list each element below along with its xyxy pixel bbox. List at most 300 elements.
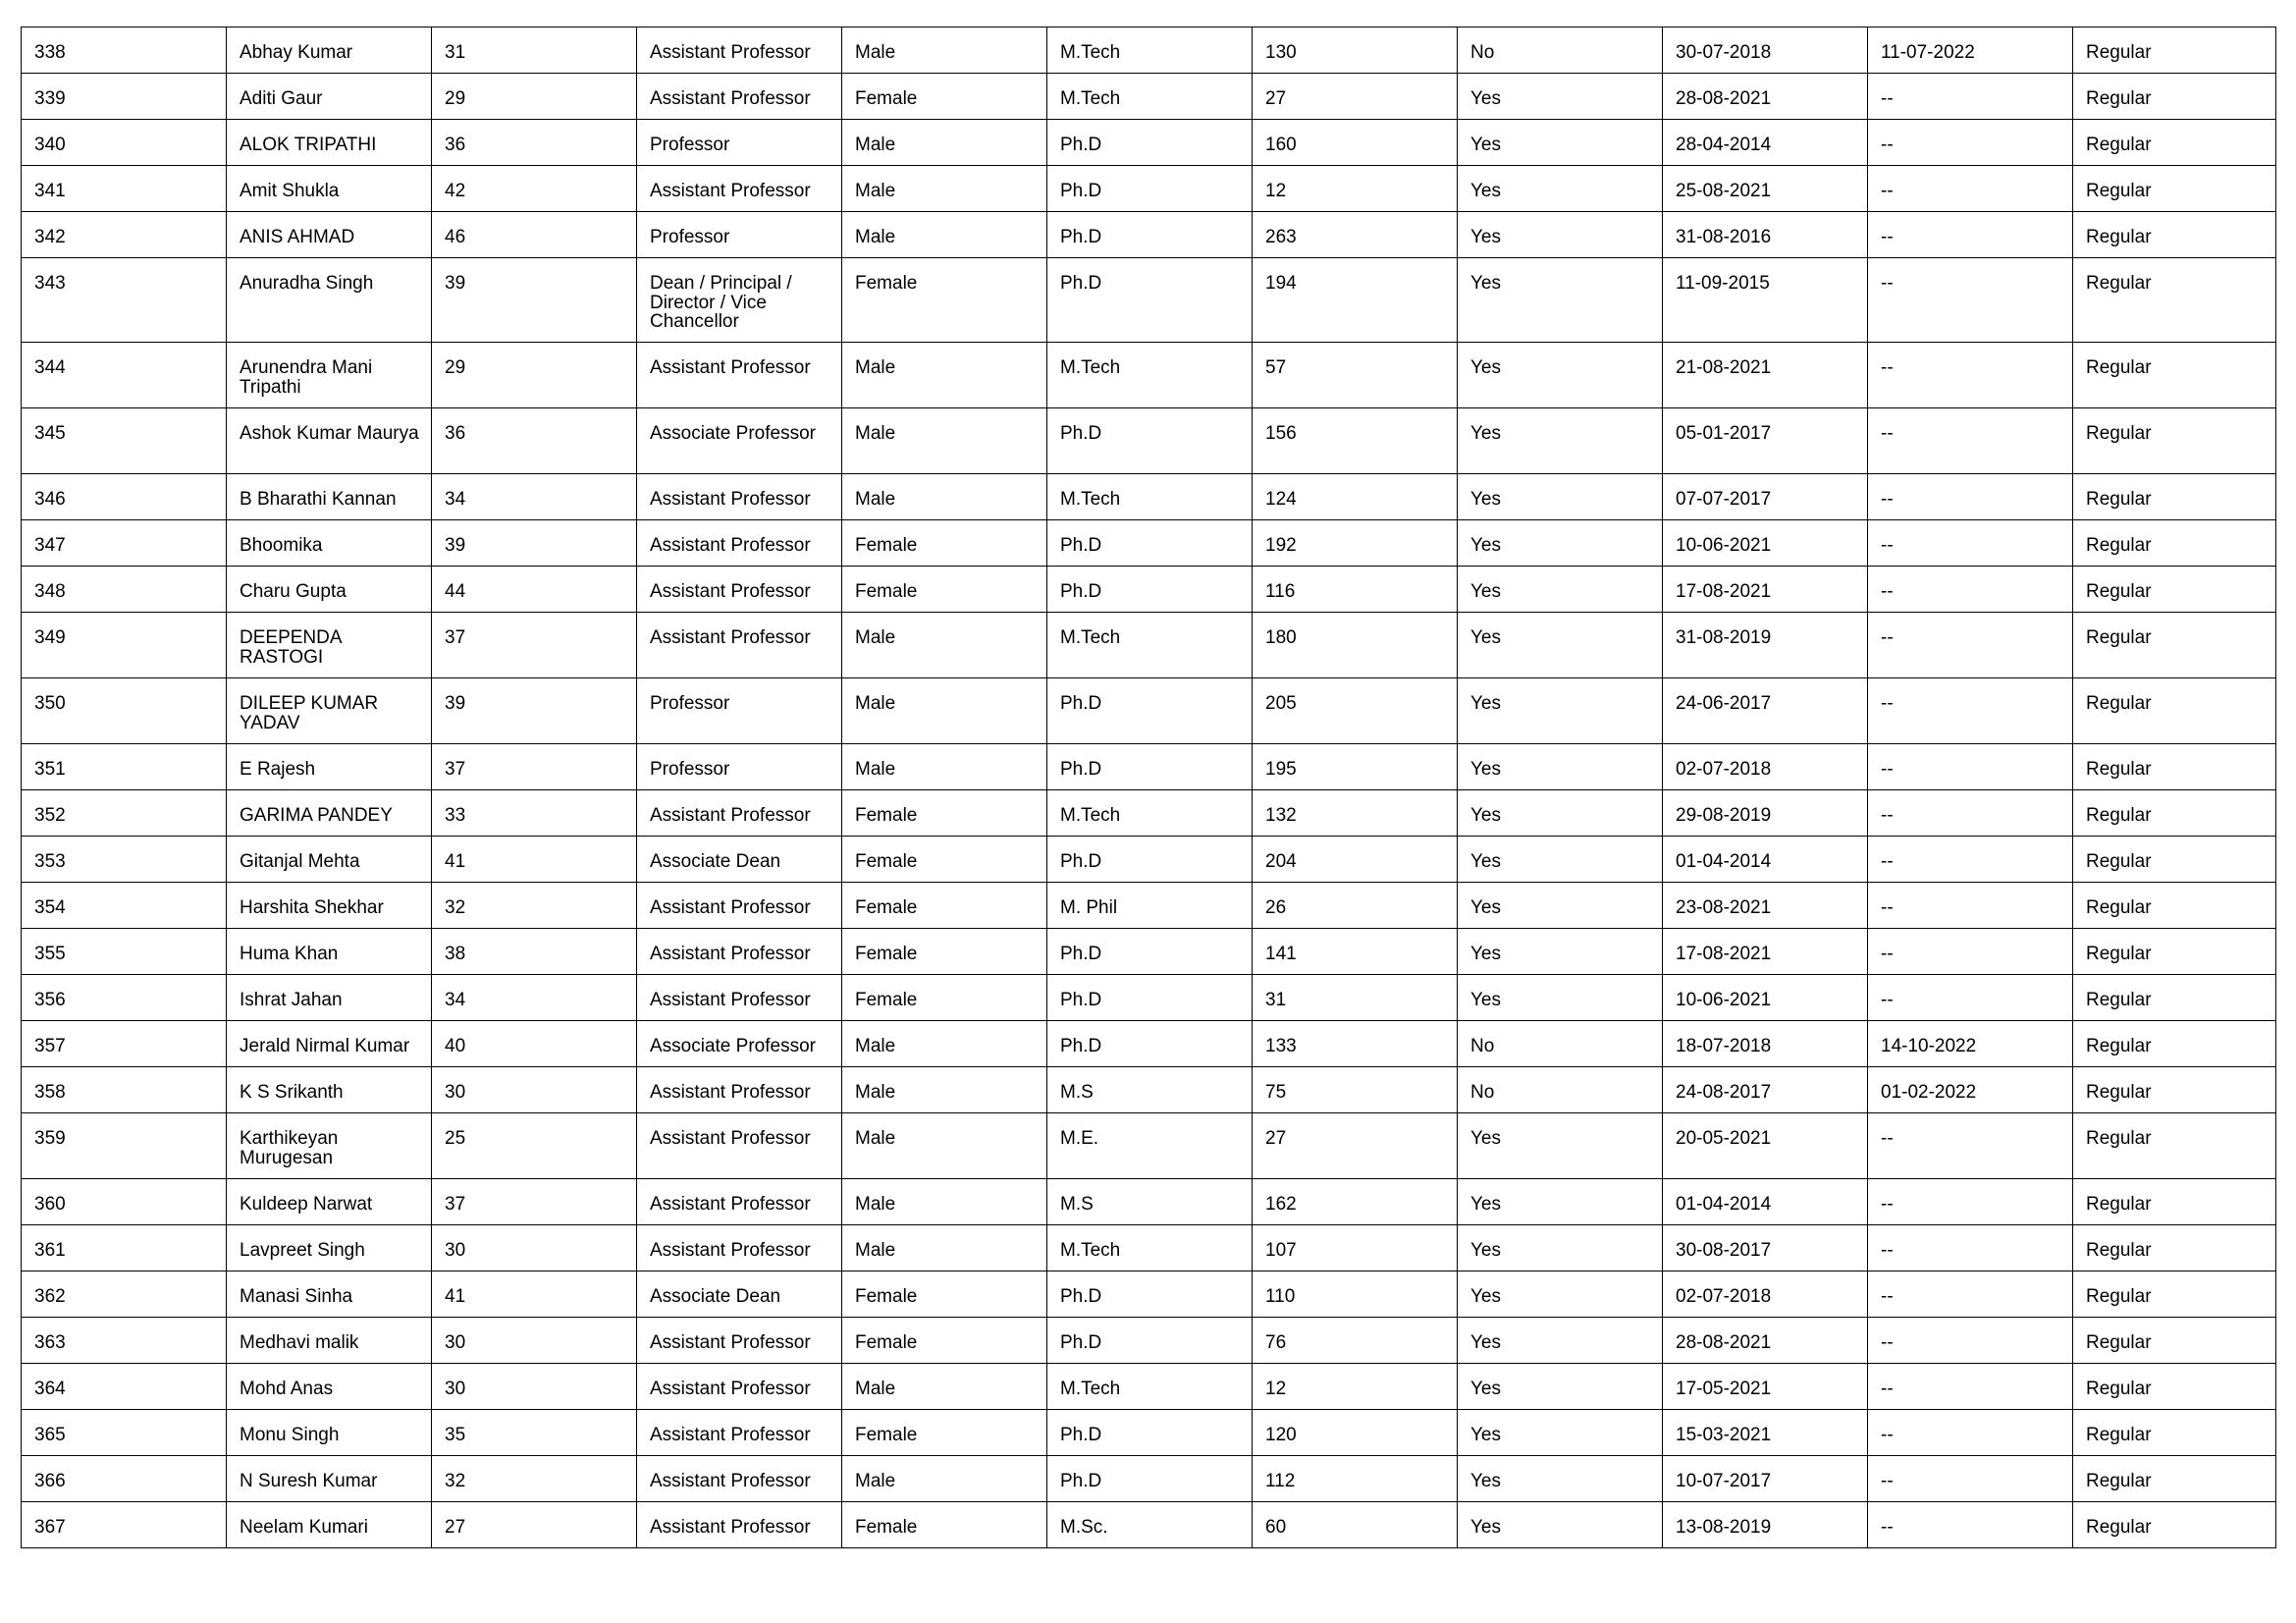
- qualification-cell: Ph.D: [1047, 678, 1253, 744]
- gender-cell: Male: [842, 1225, 1047, 1271]
- designation-cell: Assistant Professor: [637, 343, 842, 408]
- age-cell: 32: [432, 1456, 637, 1502]
- table-row: [22, 837, 2276, 883]
- currently-working-cell: Yes: [1458, 258, 1663, 343]
- table-row: [22, 790, 2276, 837]
- qualification-cell: Ph.D: [1047, 212, 1253, 258]
- gender-cell: Male: [842, 678, 1047, 744]
- age-cell: 35: [432, 1410, 637, 1456]
- joining-date-cell: 10-06-2021: [1663, 520, 1868, 567]
- appointment-type-cell: Regular: [2073, 212, 2276, 258]
- table-row: [22, 883, 2276, 929]
- appointment-type-cell: Regular: [2073, 1410, 2276, 1456]
- name-cell: DILEEP KUMAR YADAV: [227, 678, 432, 744]
- name-cell: Huma Khan: [227, 929, 432, 975]
- designation-cell: Assistant Professor: [637, 567, 842, 613]
- age-cell: 29: [432, 74, 637, 120]
- name-cell: Monu Singh: [227, 1410, 432, 1456]
- name-cell: Bhoomika: [227, 520, 432, 567]
- designation-cell: Assistant Professor: [637, 613, 842, 678]
- currently-working-cell: No: [1458, 1067, 1663, 1113]
- row-number-cell: 348: [22, 567, 227, 613]
- name-cell: Manasi Sinha: [227, 1271, 432, 1318]
- experience-cell: 132: [1253, 790, 1458, 837]
- qualification-cell: M.Tech: [1047, 27, 1253, 74]
- leaving-date-cell: --: [1868, 343, 2073, 408]
- designation-cell: Professor: [637, 212, 842, 258]
- joining-date-cell: 11-09-2015: [1663, 258, 1868, 343]
- designation-cell: Assistant Professor: [637, 929, 842, 975]
- gender-cell: Male: [842, 1364, 1047, 1410]
- experience-cell: 180: [1253, 613, 1458, 678]
- name-cell: ALOK TRIPATHI: [227, 120, 432, 166]
- name-cell: E Rajesh: [227, 744, 432, 790]
- gender-cell: Female: [842, 790, 1047, 837]
- experience-cell: 107: [1253, 1225, 1458, 1271]
- experience-cell: 60: [1253, 1502, 1458, 1548]
- table-row: [22, 1179, 2276, 1225]
- joining-date-cell: 02-07-2018: [1663, 744, 1868, 790]
- leaving-date-cell: --: [1868, 520, 2073, 567]
- row-number-cell: 349: [22, 613, 227, 678]
- designation-cell: Assistant Professor: [637, 74, 842, 120]
- gender-cell: Male: [842, 120, 1047, 166]
- row-number-cell: 355: [22, 929, 227, 975]
- table-row: [22, 520, 2276, 567]
- qualification-cell: Ph.D: [1047, 744, 1253, 790]
- joining-date-cell: 10-06-2021: [1663, 975, 1868, 1021]
- designation-cell: Dean / Principal / Director / Vice Chancellor: [637, 258, 842, 343]
- currently-working-cell: Yes: [1458, 474, 1663, 520]
- designation-cell: Professor: [637, 744, 842, 790]
- table-row: [22, 474, 2276, 520]
- appointment-type-cell: Regular: [2073, 1271, 2276, 1318]
- experience-cell: 162: [1253, 1179, 1458, 1225]
- name-cell: Amit Shukla: [227, 166, 432, 212]
- experience-cell: 27: [1253, 74, 1458, 120]
- faculty-table: [21, 27, 2276, 1548]
- designation-cell: Assistant Professor: [637, 1364, 842, 1410]
- joining-date-cell: 10-07-2017: [1663, 1456, 1868, 1502]
- table-row: [22, 166, 2276, 212]
- leaving-date-cell: 01-02-2022: [1868, 1067, 2073, 1113]
- table-row: [22, 1225, 2276, 1271]
- row-number-cell: 343: [22, 258, 227, 343]
- joining-date-cell: 20-05-2021: [1663, 1113, 1868, 1179]
- name-cell: Jerald Nirmal Kumar: [227, 1021, 432, 1067]
- experience-cell: 110: [1253, 1271, 1458, 1318]
- experience-cell: 133: [1253, 1021, 1458, 1067]
- qualification-cell: M.S: [1047, 1179, 1253, 1225]
- appointment-type-cell: Regular: [2073, 790, 2276, 837]
- experience-cell: 76: [1253, 1318, 1458, 1364]
- experience-cell: 124: [1253, 474, 1458, 520]
- name-cell: DEEPENDA RASTOGI: [227, 613, 432, 678]
- row-number-cell: 356: [22, 975, 227, 1021]
- currently-working-cell: Yes: [1458, 567, 1663, 613]
- table-row: [22, 678, 2276, 744]
- joining-date-cell: 28-04-2014: [1663, 120, 1868, 166]
- experience-cell: 156: [1253, 408, 1458, 474]
- row-number-cell: 357: [22, 1021, 227, 1067]
- leaving-date-cell: --: [1868, 678, 2073, 744]
- currently-working-cell: Yes: [1458, 1502, 1663, 1548]
- designation-cell: Assistant Professor: [637, 1225, 842, 1271]
- appointment-type-cell: Regular: [2073, 744, 2276, 790]
- experience-cell: 205: [1253, 678, 1458, 744]
- gender-cell: Female: [842, 1271, 1047, 1318]
- name-cell: Medhavi malik: [227, 1318, 432, 1364]
- designation-cell: Associate Dean: [637, 837, 842, 883]
- joining-date-cell: 01-04-2014: [1663, 837, 1868, 883]
- currently-working-cell: Yes: [1458, 120, 1663, 166]
- designation-cell: Assistant Professor: [637, 474, 842, 520]
- appointment-type-cell: Regular: [2073, 567, 2276, 613]
- name-cell: Ashok Kumar Maurya: [227, 408, 432, 474]
- currently-working-cell: Yes: [1458, 74, 1663, 120]
- age-cell: 39: [432, 520, 637, 567]
- designation-cell: Assistant Professor: [637, 166, 842, 212]
- gender-cell: Male: [842, 1021, 1047, 1067]
- designation-cell: Assistant Professor: [637, 883, 842, 929]
- currently-working-cell: Yes: [1458, 1456, 1663, 1502]
- age-cell: 41: [432, 837, 637, 883]
- experience-cell: 141: [1253, 929, 1458, 975]
- joining-date-cell: 17-08-2021: [1663, 567, 1868, 613]
- currently-working-cell: No: [1458, 27, 1663, 74]
- row-number-cell: 366: [22, 1456, 227, 1502]
- row-number-cell: 352: [22, 790, 227, 837]
- qualification-cell: Ph.D: [1047, 1271, 1253, 1318]
- age-cell: 37: [432, 744, 637, 790]
- qualification-cell: M.S: [1047, 1067, 1253, 1113]
- age-cell: 33: [432, 790, 637, 837]
- leaving-date-cell: --: [1868, 408, 2073, 474]
- joining-date-cell: 28-08-2021: [1663, 1318, 1868, 1364]
- appointment-type-cell: Regular: [2073, 837, 2276, 883]
- qualification-cell: M.Tech: [1047, 474, 1253, 520]
- joining-date-cell: 02-07-2018: [1663, 1271, 1868, 1318]
- experience-cell: 194: [1253, 258, 1458, 343]
- experience-cell: 27: [1253, 1113, 1458, 1179]
- qualification-cell: M.Tech: [1047, 790, 1253, 837]
- experience-cell: 12: [1253, 166, 1458, 212]
- table-row: [22, 567, 2276, 613]
- leaving-date-cell: --: [1868, 613, 2073, 678]
- row-number-cell: 358: [22, 1067, 227, 1113]
- table-row: [22, 408, 2276, 474]
- name-cell: Charu Gupta: [227, 567, 432, 613]
- row-number-cell: 364: [22, 1364, 227, 1410]
- designation-cell: Assistant Professor: [637, 1410, 842, 1456]
- table-row: [22, 1364, 2276, 1410]
- name-cell: Abhay Kumar: [227, 27, 432, 74]
- gender-cell: Male: [842, 613, 1047, 678]
- appointment-type-cell: Regular: [2073, 975, 2276, 1021]
- gender-cell: Female: [842, 1502, 1047, 1548]
- designation-cell: Associate Dean: [637, 1271, 842, 1318]
- currently-working-cell: Yes: [1458, 343, 1663, 408]
- qualification-cell: Ph.D: [1047, 1021, 1253, 1067]
- gender-cell: Male: [842, 1067, 1047, 1113]
- designation-cell: Assistant Professor: [637, 975, 842, 1021]
- table-row: [22, 212, 2276, 258]
- leaving-date-cell: --: [1868, 1225, 2073, 1271]
- row-number-cell: 367: [22, 1502, 227, 1548]
- leaving-date-cell: --: [1868, 1456, 2073, 1502]
- currently-working-cell: Yes: [1458, 1179, 1663, 1225]
- table-row: [22, 258, 2276, 343]
- appointment-type-cell: Regular: [2073, 613, 2276, 678]
- currently-working-cell: Yes: [1458, 1410, 1663, 1456]
- qualification-cell: Ph.D: [1047, 258, 1253, 343]
- gender-cell: Female: [842, 929, 1047, 975]
- designation-cell: Assistant Professor: [637, 27, 842, 74]
- gender-cell: Female: [842, 975, 1047, 1021]
- table-row: [22, 343, 2276, 408]
- gender-cell: Female: [842, 1318, 1047, 1364]
- qualification-cell: Ph.D: [1047, 837, 1253, 883]
- table-row: [22, 613, 2276, 678]
- designation-cell: Assistant Professor: [637, 1502, 842, 1548]
- age-cell: 31: [432, 27, 637, 74]
- experience-cell: 130: [1253, 27, 1458, 74]
- experience-cell: 204: [1253, 837, 1458, 883]
- joining-date-cell: 24-06-2017: [1663, 678, 1868, 744]
- currently-working-cell: Yes: [1458, 1113, 1663, 1179]
- table-row: [22, 27, 2276, 74]
- age-cell: 34: [432, 975, 637, 1021]
- joining-date-cell: 23-08-2021: [1663, 883, 1868, 929]
- gender-cell: Male: [842, 1179, 1047, 1225]
- qualification-cell: M.Tech: [1047, 343, 1253, 408]
- age-cell: 46: [432, 212, 637, 258]
- name-cell: Arunendra Mani Tripathi: [227, 343, 432, 408]
- qualification-cell: M.Tech: [1047, 74, 1253, 120]
- qualification-cell: M.Sc.: [1047, 1502, 1253, 1548]
- table-body: [22, 27, 2276, 1548]
- name-cell: Mohd Anas: [227, 1364, 432, 1410]
- leaving-date-cell: --: [1868, 883, 2073, 929]
- experience-cell: 75: [1253, 1067, 1458, 1113]
- appointment-type-cell: Regular: [2073, 1502, 2276, 1548]
- leaving-date-cell: --: [1868, 212, 2073, 258]
- currently-working-cell: Yes: [1458, 1318, 1663, 1364]
- designation-cell: Professor: [637, 678, 842, 744]
- joining-date-cell: 18-07-2018: [1663, 1021, 1868, 1067]
- row-number-cell: 344: [22, 343, 227, 408]
- age-cell: 30: [432, 1318, 637, 1364]
- joining-date-cell: 29-08-2019: [1663, 790, 1868, 837]
- age-cell: 32: [432, 883, 637, 929]
- name-cell: Lavpreet Singh: [227, 1225, 432, 1271]
- appointment-type-cell: Regular: [2073, 678, 2276, 744]
- age-cell: 40: [432, 1021, 637, 1067]
- age-cell: 36: [432, 408, 637, 474]
- gender-cell: Female: [842, 837, 1047, 883]
- designation-cell: Associate Professor: [637, 408, 842, 474]
- qualification-cell: Ph.D: [1047, 1410, 1253, 1456]
- row-number-cell: 345: [22, 408, 227, 474]
- name-cell: Kuldeep Narwat: [227, 1179, 432, 1225]
- name-cell: Gitanjal Mehta: [227, 837, 432, 883]
- qualification-cell: Ph.D: [1047, 929, 1253, 975]
- currently-working-cell: Yes: [1458, 166, 1663, 212]
- joining-date-cell: 07-07-2017: [1663, 474, 1868, 520]
- leaving-date-cell: --: [1868, 74, 2073, 120]
- currently-working-cell: Yes: [1458, 837, 1663, 883]
- age-cell: 25: [432, 1113, 637, 1179]
- currently-working-cell: Yes: [1458, 929, 1663, 975]
- joining-date-cell: 25-08-2021: [1663, 166, 1868, 212]
- gender-cell: Male: [842, 1456, 1047, 1502]
- row-number-cell: 351: [22, 744, 227, 790]
- appointment-type-cell: Regular: [2073, 1318, 2276, 1364]
- designation-cell: Associate Professor: [637, 1021, 842, 1067]
- experience-cell: 112: [1253, 1456, 1458, 1502]
- name-cell: Karthikeyan Murugesan: [227, 1113, 432, 1179]
- leaving-date-cell: --: [1868, 1502, 2073, 1548]
- joining-date-cell: 24-08-2017: [1663, 1067, 1868, 1113]
- name-cell: Neelam Kumari: [227, 1502, 432, 1548]
- joining-date-cell: 05-01-2017: [1663, 408, 1868, 474]
- row-number-cell: 342: [22, 212, 227, 258]
- qualification-cell: M.E.: [1047, 1113, 1253, 1179]
- qualification-cell: Ph.D: [1047, 1318, 1253, 1364]
- age-cell: 27: [432, 1502, 637, 1548]
- row-number-cell: 347: [22, 520, 227, 567]
- leaving-date-cell: --: [1868, 837, 2073, 883]
- age-cell: 42: [432, 166, 637, 212]
- leaving-date-cell: --: [1868, 975, 2073, 1021]
- qualification-cell: Ph.D: [1047, 567, 1253, 613]
- currently-working-cell: No: [1458, 1021, 1663, 1067]
- experience-cell: 120: [1253, 1410, 1458, 1456]
- appointment-type-cell: Regular: [2073, 120, 2276, 166]
- appointment-type-cell: Regular: [2073, 1179, 2276, 1225]
- appointment-type-cell: Regular: [2073, 408, 2276, 474]
- table-row: [22, 1410, 2276, 1456]
- currently-working-cell: Yes: [1458, 975, 1663, 1021]
- age-cell: 44: [432, 567, 637, 613]
- appointment-type-cell: Regular: [2073, 1225, 2276, 1271]
- qualification-cell: Ph.D: [1047, 1456, 1253, 1502]
- gender-cell: Male: [842, 1113, 1047, 1179]
- table-row: [22, 929, 2276, 975]
- table-row: [22, 1021, 2276, 1067]
- table-row: [22, 1113, 2276, 1179]
- gender-cell: Female: [842, 883, 1047, 929]
- age-cell: 41: [432, 1271, 637, 1318]
- table-row: [22, 1318, 2276, 1364]
- row-number-cell: 360: [22, 1179, 227, 1225]
- qualification-cell: M. Phil: [1047, 883, 1253, 929]
- experience-cell: 263: [1253, 212, 1458, 258]
- table-row: [22, 1271, 2276, 1318]
- name-cell: Harshita Shekhar: [227, 883, 432, 929]
- joining-date-cell: 13-08-2019: [1663, 1502, 1868, 1548]
- qualification-cell: Ph.D: [1047, 120, 1253, 166]
- table-row: [22, 74, 2276, 120]
- appointment-type-cell: Regular: [2073, 929, 2276, 975]
- designation-cell: Assistant Professor: [637, 1113, 842, 1179]
- row-number-cell: 346: [22, 474, 227, 520]
- leaving-date-cell: --: [1868, 1364, 2073, 1410]
- qualification-cell: M.Tech: [1047, 613, 1253, 678]
- leaving-date-cell: 14-10-2022: [1868, 1021, 2073, 1067]
- gender-cell: Male: [842, 474, 1047, 520]
- row-number-cell: 363: [22, 1318, 227, 1364]
- joining-date-cell: 30-07-2018: [1663, 27, 1868, 74]
- appointment-type-cell: Regular: [2073, 74, 2276, 120]
- gender-cell: Male: [842, 27, 1047, 74]
- gender-cell: Male: [842, 343, 1047, 408]
- appointment-type-cell: Regular: [2073, 27, 2276, 74]
- leaving-date-cell: --: [1868, 1179, 2073, 1225]
- age-cell: 37: [432, 613, 637, 678]
- designation-cell: Assistant Professor: [637, 1456, 842, 1502]
- age-cell: 30: [432, 1364, 637, 1410]
- appointment-type-cell: Regular: [2073, 343, 2276, 408]
- experience-cell: 160: [1253, 120, 1458, 166]
- currently-working-cell: Yes: [1458, 1225, 1663, 1271]
- leaving-date-cell: --: [1868, 166, 2073, 212]
- joining-date-cell: 28-08-2021: [1663, 74, 1868, 120]
- leaving-date-cell: --: [1868, 1318, 2073, 1364]
- experience-cell: 26: [1253, 883, 1458, 929]
- appointment-type-cell: Regular: [2073, 474, 2276, 520]
- leaving-date-cell: --: [1868, 474, 2073, 520]
- age-cell: 36: [432, 120, 637, 166]
- row-number-cell: 361: [22, 1225, 227, 1271]
- gender-cell: Female: [842, 258, 1047, 343]
- currently-working-cell: Yes: [1458, 212, 1663, 258]
- experience-cell: 12: [1253, 1364, 1458, 1410]
- gender-cell: Male: [842, 212, 1047, 258]
- designation-cell: Assistant Professor: [637, 1318, 842, 1364]
- name-cell: GARIMA PANDEY: [227, 790, 432, 837]
- table-row: [22, 120, 2276, 166]
- experience-cell: 195: [1253, 744, 1458, 790]
- leaving-date-cell: --: [1868, 744, 2073, 790]
- row-number-cell: 362: [22, 1271, 227, 1318]
- leaving-date-cell: 11-07-2022: [1868, 27, 2073, 74]
- joining-date-cell: 01-04-2014: [1663, 1179, 1868, 1225]
- joining-date-cell: 17-08-2021: [1663, 929, 1868, 975]
- row-number-cell: 359: [22, 1113, 227, 1179]
- age-cell: 34: [432, 474, 637, 520]
- gender-cell: Male: [842, 744, 1047, 790]
- row-number-cell: 341: [22, 166, 227, 212]
- designation-cell: Assistant Professor: [637, 1067, 842, 1113]
- age-cell: 30: [432, 1225, 637, 1271]
- qualification-cell: M.Tech: [1047, 1225, 1253, 1271]
- gender-cell: Male: [842, 408, 1047, 474]
- leaving-date-cell: --: [1868, 1271, 2073, 1318]
- name-cell: Anuradha Singh: [227, 258, 432, 343]
- leaving-date-cell: --: [1868, 258, 2073, 343]
- currently-working-cell: Yes: [1458, 790, 1663, 837]
- joining-date-cell: 31-08-2019: [1663, 613, 1868, 678]
- appointment-type-cell: Regular: [2073, 166, 2276, 212]
- age-cell: 39: [432, 678, 637, 744]
- currently-working-cell: Yes: [1458, 678, 1663, 744]
- experience-cell: 31: [1253, 975, 1458, 1021]
- qualification-cell: Ph.D: [1047, 975, 1253, 1021]
- appointment-type-cell: Regular: [2073, 1364, 2276, 1410]
- designation-cell: Professor: [637, 120, 842, 166]
- row-number-cell: 340: [22, 120, 227, 166]
